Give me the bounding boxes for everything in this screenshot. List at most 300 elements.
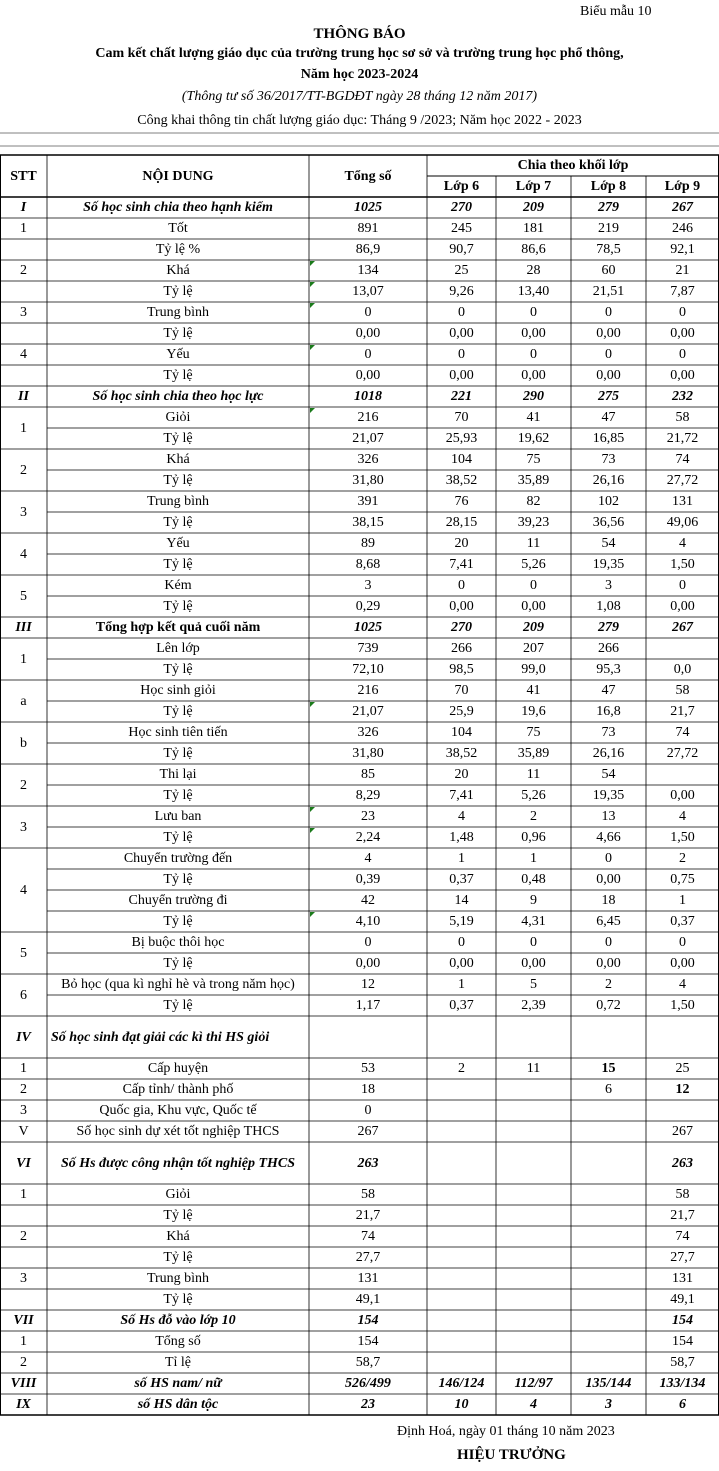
row-value: 18 <box>361 1082 375 1097</box>
row-value: 70 <box>454 410 469 425</box>
row-content: Tỷ lệ <box>163 872 193 887</box>
cell-flag-marker <box>310 912 315 917</box>
row-content: Tỷ lệ <box>163 473 193 488</box>
row-value: 209 <box>523 200 544 215</box>
row-value: 391 <box>357 494 379 509</box>
row-value: 0 <box>605 851 612 866</box>
row-value: 8,68 <box>355 557 381 572</box>
row-stt: III <box>15 620 32 635</box>
row-value: 92,1 <box>670 242 695 257</box>
row-value: 2,39 <box>521 998 546 1013</box>
row-value: 112/97 <box>514 1376 553 1391</box>
form-number: Biểu mẫu 10 <box>580 4 652 19</box>
row-stt: a <box>20 693 27 709</box>
row-value: 38,52 <box>445 746 478 761</box>
row-value: 9 <box>530 893 537 908</box>
row-value: 1,08 <box>596 599 621 614</box>
row-value: 21,51 <box>592 284 625 299</box>
cell-flag-marker <box>310 261 315 266</box>
row-value: 181 <box>523 221 544 236</box>
row-value: 11 <box>526 536 541 551</box>
row-value: 0,00 <box>449 368 474 383</box>
place-date: Định Hoá, ngày 01 tháng 10 năm 2023 <box>397 1424 615 1439</box>
row-stt <box>0 1205 47 1226</box>
row-value: 20 <box>454 767 469 782</box>
row-content: Yếu <box>166 536 190 551</box>
row-content: Tỷ lệ <box>163 788 193 803</box>
row-value: 1 <box>458 977 465 992</box>
row-value: 0 <box>679 578 686 593</box>
row-value: 0,00 <box>596 368 621 383</box>
row-value: 0 <box>458 578 465 593</box>
row-value: 154 <box>357 1313 379 1328</box>
row-value: 263 <box>672 1155 693 1171</box>
row-value: 20 <box>454 536 469 551</box>
notice-title: THÔNG BÁO <box>313 26 406 42</box>
row-value: 16,85 <box>592 431 625 446</box>
row-value: 290 <box>523 389 544 404</box>
row-value: 4 <box>679 536 686 551</box>
row-value: 267 <box>672 620 693 635</box>
row-value: 0,00 <box>596 872 621 887</box>
row-content: Tỷ lệ <box>163 830 193 845</box>
row-value: 246 <box>672 221 693 236</box>
row-value: 0 <box>605 935 612 950</box>
row-value: 86,6 <box>521 242 546 257</box>
row-value: 0,48 <box>521 872 546 887</box>
header-stt: STT <box>10 168 37 184</box>
row-value: 38,15 <box>352 515 384 530</box>
row-value: 23 <box>361 1397 375 1412</box>
row-value: 0 <box>364 305 372 320</box>
row-stt: 2 <box>20 263 27 278</box>
row-value: 99,0 <box>521 662 546 677</box>
row-stt: 1 <box>20 1061 27 1076</box>
row-value: 891 <box>357 221 379 236</box>
row-value: 42 <box>361 893 375 908</box>
row-content: Giỏi <box>165 1187 191 1202</box>
row-stt: 1 <box>20 221 27 236</box>
row-stt: 5 <box>20 588 27 604</box>
row-value: 0 <box>530 935 537 950</box>
row-value: 11 <box>526 767 541 782</box>
row-content: Tỷ lệ <box>163 662 193 677</box>
row-value: 82 <box>526 494 541 509</box>
school-year: Năm học 2023-2024 <box>300 67 419 82</box>
row-stt: VI <box>16 1155 31 1171</box>
row-content: Tỷ lệ <box>163 557 193 572</box>
circular-reference: (Thông tư số 36/2017/TT-BGDĐT ngày 28 tháng 12 năm 2017) <box>181 89 538 104</box>
cell-flag-marker <box>310 408 315 413</box>
row-stt: 3 <box>20 1271 27 1286</box>
row-stt: 3 <box>20 1103 27 1118</box>
row-value: 0,00 <box>449 599 474 614</box>
row-content: Số học sinh đạt giải các kì thi HS giỏi <box>51 1029 270 1045</box>
row-content: Tỷ lệ <box>163 284 193 299</box>
row-value: 245 <box>451 221 472 236</box>
row-stt: V <box>18 1124 29 1139</box>
row-value: 54 <box>601 767 616 782</box>
row-value: 10 <box>454 1397 469 1412</box>
row-value: 25,9 <box>449 704 474 719</box>
row-content: Số Hs đỗ vào lớp 10 <box>120 1313 236 1328</box>
row-stt: 3 <box>20 305 27 320</box>
row-value: 0 <box>679 305 686 320</box>
principal-title: HIỆU TRƯỞNG <box>457 1447 566 1463</box>
row-stt: 1 <box>20 420 27 436</box>
row-value: 0,00 <box>355 368 381 383</box>
header-grade-group: Chia theo khối lớp <box>517 158 629 173</box>
row-value: 11 <box>526 1061 541 1076</box>
row-value: 13,40 <box>517 284 550 299</box>
row-content: Tỷ lệ <box>163 431 193 446</box>
row-stt: 4 <box>20 546 27 562</box>
row-value: 41 <box>526 410 541 425</box>
row-stt <box>0 239 47 260</box>
header-content: NỘI DUNG <box>142 168 214 184</box>
cell-flag-marker <box>310 702 315 707</box>
row-value: 1,48 <box>449 830 474 845</box>
row-value: 0 <box>605 347 612 362</box>
row-content: Cấp tỉnh/ thành phố <box>122 1082 234 1097</box>
row-content: Quốc gia, Khu vực, Quốc tế <box>99 1103 257 1118</box>
row-value: 267 <box>672 200 693 215</box>
row-value: 5,26 <box>521 557 546 572</box>
row-value: 134 <box>357 263 379 278</box>
row-value: 1025 <box>354 620 382 635</box>
row-value: 58,7 <box>355 1355 381 1370</box>
row-value: 35,89 <box>517 473 550 488</box>
header-grade: Lớp 7 <box>515 179 552 194</box>
row-value: 85 <box>361 767 375 782</box>
row-value: 263 <box>357 1155 379 1171</box>
row-value: 0 <box>458 305 465 320</box>
row-stt: 5 <box>20 945 27 961</box>
row-value: 526/499 <box>345 1376 391 1391</box>
row-value: 5,19 <box>449 914 474 929</box>
row-value: 74 <box>361 1229 375 1244</box>
row-value: 27,7 <box>355 1250 381 1265</box>
row-value: 1,50 <box>670 830 695 845</box>
row-value: 219 <box>598 221 619 236</box>
row-value: 1 <box>530 851 537 866</box>
row-content: Yếu <box>166 347 190 362</box>
row-value: 0 <box>679 347 686 362</box>
row-value: 4 <box>458 809 465 824</box>
row-stt: 2 <box>20 777 27 793</box>
row-value: 154 <box>672 1313 693 1328</box>
row-stt: 6 <box>20 987 27 1003</box>
row-value: 3 <box>364 578 372 593</box>
row-value: 2 <box>458 1061 465 1076</box>
row-value: 31,80 <box>352 746 384 761</box>
row-value: 14 <box>454 893 469 908</box>
row-value: 266 <box>451 641 472 656</box>
row-content: Học sinh tiên tiến <box>128 725 228 740</box>
row-value: 133/134 <box>659 1376 706 1391</box>
row-value: 86,9 <box>355 242 381 257</box>
row-value: 13 <box>601 809 616 824</box>
row-value: 154 <box>357 1334 379 1349</box>
row-content: số HS nam/ nữ <box>134 1376 222 1391</box>
row-value: 209 <box>523 620 544 635</box>
row-value: 270 <box>451 620 472 635</box>
row-value: 25,93 <box>445 431 478 446</box>
row-value: 3 <box>605 1397 612 1412</box>
row-value: 0,00 <box>521 956 546 971</box>
row-value: 13,07 <box>352 284 384 299</box>
row-value: 1,17 <box>355 998 381 1013</box>
row-content: Trung bình <box>146 305 210 320</box>
row-stt: 2 <box>20 1229 27 1244</box>
row-value: 58 <box>675 410 690 425</box>
row-stt: 3 <box>20 504 27 520</box>
row-value: 232 <box>672 389 693 404</box>
row-value: 36,56 <box>592 515 625 530</box>
row-content: Tỷ lệ <box>163 746 193 761</box>
row-value: 28 <box>526 263 541 278</box>
row-value: 104 <box>451 452 472 467</box>
row-value: 76 <box>454 494 469 509</box>
row-value: 0 <box>458 935 465 950</box>
row-value: 7,41 <box>449 788 474 803</box>
row-value: 73 <box>601 725 616 740</box>
row-content: Khá <box>166 1229 190 1244</box>
row-content: Tỷ lệ <box>163 368 193 383</box>
row-value: 21 <box>675 263 690 278</box>
row-value: 74 <box>675 1229 690 1244</box>
row-value: 0,00 <box>355 326 381 341</box>
row-value: 75 <box>526 452 541 467</box>
row-value: 27,7 <box>670 1250 695 1265</box>
row-content: số HS dân tộc <box>137 1397 219 1412</box>
row-content: Bị buộc thôi học <box>131 935 225 950</box>
row-value: 104 <box>451 725 472 740</box>
row-value: 75 <box>526 725 541 740</box>
row-value: 207 <box>523 641 544 656</box>
row-value: 27,72 <box>666 473 699 488</box>
row-value: 154 <box>672 1334 693 1349</box>
row-content: Trung bình <box>146 494 210 509</box>
row-value: 98,5 <box>449 662 474 677</box>
row-value: 216 <box>357 410 379 425</box>
row-content: Khá <box>166 452 190 467</box>
row-stt <box>0 1289 47 1310</box>
header-grade: Lớp 6 <box>443 179 480 194</box>
disclosure-line: Công khai thông tin chất lượng giáo dục: Tháng 9 /2023; Năm học 2022 - 2023 <box>137 113 582 128</box>
row-content: Tỷ lệ <box>163 326 193 341</box>
row-value: 47 <box>601 683 616 698</box>
row-value: 275 <box>598 389 619 404</box>
row-value: 0,00 <box>596 956 621 971</box>
row-value: 38,52 <box>445 473 478 488</box>
row-value: 27,72 <box>666 746 699 761</box>
row-value: 0 <box>364 347 372 362</box>
row-value: 0,96 <box>521 830 546 845</box>
row-value: 0,72 <box>596 998 621 1013</box>
row-value: 16,8 <box>596 704 621 719</box>
row-content: Số Hs được công nhận tốt nghiệp THCS <box>60 1155 296 1171</box>
row-value: 72,10 <box>352 662 384 677</box>
row-value: 6 <box>605 1082 612 1097</box>
row-value: 53 <box>361 1061 375 1076</box>
row-value: 0,00 <box>596 326 621 341</box>
row-value: 49,06 <box>666 515 699 530</box>
row-value: 19,6 <box>521 704 546 719</box>
row-value: 31,80 <box>352 473 384 488</box>
row-value: 0 <box>530 305 537 320</box>
row-value: 3 <box>605 578 612 593</box>
row-value: 7,87 <box>670 284 695 299</box>
header-total: Tổng số <box>344 168 392 184</box>
row-value: 58 <box>361 1187 375 1202</box>
notice-subtitle: Cam kết chất lượng giáo dục của trường trung học sơ sở và trường trung học phổ thông, <box>95 46 624 61</box>
row-value: 70 <box>454 683 469 698</box>
row-content: Thi lại <box>159 767 197 782</box>
row-value: 102 <box>598 494 619 509</box>
row-content: Số học sinh dự xét tốt nghiệp THCS <box>76 1124 280 1139</box>
row-value: 0 <box>364 1103 372 1118</box>
row-value: 0,00 <box>521 599 546 614</box>
row-value: 0,00 <box>355 956 381 971</box>
row-value: 21,07 <box>352 431 384 446</box>
row-value: 35,89 <box>517 746 550 761</box>
row-content: Khá <box>166 263 190 278</box>
row-value: 4 <box>679 977 686 992</box>
row-value: 15 <box>601 1061 616 1076</box>
row-stt: b <box>20 735 27 751</box>
row-value: 131 <box>672 494 693 509</box>
row-value: 26,16 <box>592 746 625 761</box>
row-content: Tổng hợp kết quả cuối năm <box>95 620 261 635</box>
row-content: Tỷ lệ % <box>155 242 201 257</box>
row-value: 90,7 <box>449 242 474 257</box>
row-value: 146/124 <box>438 1376 485 1391</box>
row-value: 0,00 <box>670 788 695 803</box>
row-value: 0 <box>364 935 372 950</box>
row-value: 2 <box>605 977 612 992</box>
cell-flag-marker <box>310 303 315 308</box>
row-value: 0 <box>530 347 537 362</box>
row-value: 4,10 <box>355 914 381 929</box>
row-value: 267 <box>672 1124 693 1139</box>
row-stt: 4 <box>20 882 27 898</box>
row-value: 49,1 <box>670 1292 695 1307</box>
row-content: Tỷ lệ <box>163 998 193 1013</box>
row-value: 1025 <box>354 200 382 215</box>
row-content: Tỷ lệ <box>163 1292 193 1307</box>
row-value: 2,24 <box>355 830 381 845</box>
row-stt: 2 <box>20 1355 27 1370</box>
row-content: Trung bình <box>146 1271 210 1286</box>
row-content: Tỷ lệ <box>163 599 193 614</box>
row-value: 6 <box>679 1397 686 1412</box>
row-value: 73 <box>601 452 616 467</box>
row-content: Tỷ lệ <box>163 1208 193 1223</box>
row-value: 21,72 <box>666 431 699 446</box>
row-value: 58,7 <box>670 1355 695 1370</box>
row-value: 0,37 <box>449 998 474 1013</box>
row-value: 0,00 <box>670 599 695 614</box>
row-value: 95,3 <box>596 662 621 677</box>
row-value: 739 <box>357 641 379 656</box>
row-content: Tỷ lệ <box>163 956 193 971</box>
row-value: 18 <box>601 893 616 908</box>
row-content: Bỏ học (qua kì nghỉ hè và trong năm học) <box>61 977 295 992</box>
row-stt <box>0 365 47 386</box>
row-value: 279 <box>598 620 619 635</box>
row-value: 4 <box>530 1397 537 1412</box>
cell-flag-marker <box>310 828 315 833</box>
row-value: 58 <box>675 1187 690 1202</box>
row-value: 58 <box>675 683 690 698</box>
row-content: Kém <box>164 578 192 593</box>
row-stt: 4 <box>20 347 27 362</box>
row-value: 4 <box>679 809 686 824</box>
row-value: 135/144 <box>585 1376 632 1391</box>
row-stt: VIII <box>10 1376 37 1391</box>
row-stt: 1 <box>20 1334 27 1349</box>
row-stt: 2 <box>20 462 27 478</box>
header-grade: Lớp 9 <box>664 179 701 194</box>
cell-flag-marker <box>310 807 315 812</box>
row-value: 1018 <box>354 389 382 404</box>
row-value: 21,7 <box>355 1208 381 1223</box>
row-value: 0,00 <box>670 368 695 383</box>
row-content: Lưu ban <box>154 809 202 824</box>
row-value: 5 <box>530 977 537 992</box>
row-stt: 3 <box>20 819 27 835</box>
row-value: 0,00 <box>521 326 546 341</box>
row-value: 2 <box>679 851 686 866</box>
row-content: Tỉ lệ <box>164 1355 192 1370</box>
row-content: Lên lớp <box>156 641 200 656</box>
row-value: 0,37 <box>670 914 695 929</box>
row-content: Chuyển trường đi <box>128 893 228 908</box>
row-stt: II <box>18 389 29 404</box>
row-value: 9,26 <box>449 284 474 299</box>
row-value: 0 <box>530 578 537 593</box>
row-value: 270 <box>451 200 472 215</box>
row-content: Cấp huyện <box>147 1061 209 1076</box>
row-content: Số học sinh chia theo học lực <box>92 389 264 404</box>
row-value: 0,37 <box>449 872 474 887</box>
row-value: 267 <box>357 1124 379 1139</box>
row-content: Giỏi <box>165 410 191 425</box>
cell-flag-marker <box>310 282 315 287</box>
row-value: 131 <box>672 1271 693 1286</box>
row-value: 12 <box>361 977 375 992</box>
row-value: 21,07 <box>352 704 384 719</box>
row-value: 7,41 <box>449 557 474 572</box>
row-value: 131 <box>357 1271 379 1286</box>
row-value: 326 <box>357 725 379 740</box>
row-value: 19,35 <box>592 557 625 572</box>
row-value: 279 <box>598 200 619 215</box>
row-value: 0 <box>458 347 465 362</box>
row-value: 78,5 <box>596 242 621 257</box>
row-content: Học sinh giỏi <box>140 683 216 698</box>
cell-flag-marker <box>310 345 315 350</box>
row-value: 19,62 <box>517 431 550 446</box>
row-value: 0,39 <box>355 872 381 887</box>
row-value: 25 <box>454 263 469 278</box>
header-grade: Lớp 8 <box>590 179 627 194</box>
row-value: 21,7 <box>670 704 695 719</box>
row-value: 0,0 <box>673 662 692 677</box>
row-content: Số học sinh chia theo hạnh kiểm <box>83 200 273 215</box>
row-value: 39,23 <box>517 515 550 530</box>
